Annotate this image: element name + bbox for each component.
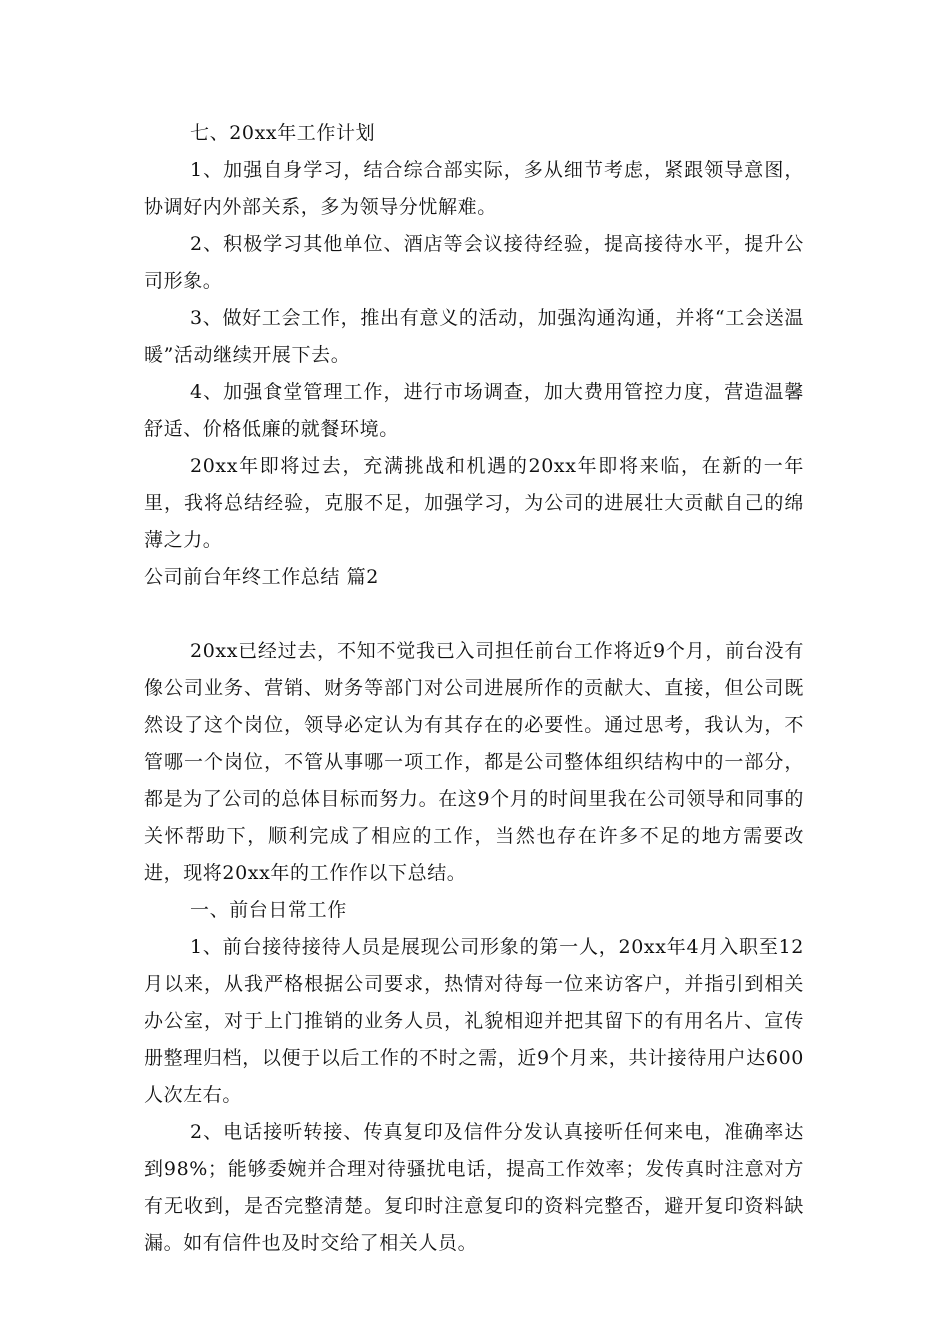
plan-item-1: 1、加强自身学习，结合综合部实际，多从细节考虑，紧跟领导意图，协调好内外部关系，多为领导分忧解难。 <box>144 159 804 218</box>
plan-item-4: 4、加强食堂管理工作，进行市场调查，加大费用管控力度，营造温馨舒适、价格低廉的就餐环境。 <box>144 381 804 440</box>
section-heading-daily-work: 一、前台日常工作 <box>190 899 347 921</box>
blank-line <box>144 596 804 633</box>
document-page <box>144 115 804 1262</box>
plan-item-2: 2、积极学习其他单位、酒店等会议接待经验，提高接待水平，提升公司形象。 <box>144 233 804 292</box>
article-title: 公司前台年终工作总结 篇2 <box>144 566 379 588</box>
intro-paragraph: 20xx已经过去，不知不觉我已入司担任前台工作将近9个月，前台没有像公司业务、营销、财务等部门对公司进展所作的贡献大、直接，但公司既然设了这个岗位，领导必定认为有其存在的必要性。通过思考，我认为，不管哪一个岗位，不管从事哪一项工作，都是公司整体组织结构中的一部分，都是为了公司的总体目标而努力。在这9个月的时间里我在公司领导和同事的关怀帮助下，顺利完成了相应的工作，当然也存在许多不足的地方需要改进，现将20xx年的工作作以下总结。 <box>144 640 804 884</box>
daily-work-item-2: 2、电话接听转接、传真复印及信件分发认真接听任何来电，准确率达到98%；能够委婉并合理对待骚扰电话，提高工作效率；发传真时注意对方有无收到，是否完整清楚。复印时注意复印的资料完整否，避开复印资料缺漏。如有信件也及时交给了相关人员。 <box>144 1121 804 1254</box>
daily-work-item-1: 1、前台接待接待人员是展现公司形象的第一人，20xx年4月入职至12月以来，从我严格根据公司要求，热情对待每一位来访客户，并指引到相关办公室，对于上门推销的业务人员，礼貌相迎并把其留下的有用名片、宣传册整理归档，以便于以后工作的不时之需，近9个月来，共计接待用户达600人次左右。 <box>144 936 804 1106</box>
plan-item-3: 3、做好工会工作，推出有意义的活动，加强沟通沟通，并将“工会送温暖”活动继续开展下去。 <box>144 307 804 366</box>
closing-paragraph: 20xx年即将过去，充满挑战和机遇的20xx年即将来临，在新的一年里，我将总结经验，克服不足，加强学习，为公司的进展壮大贡献自己的绵薄之力。 <box>144 455 804 551</box>
section-heading-work-plan: 七、20xx年工作计划 <box>190 122 376 144</box>
